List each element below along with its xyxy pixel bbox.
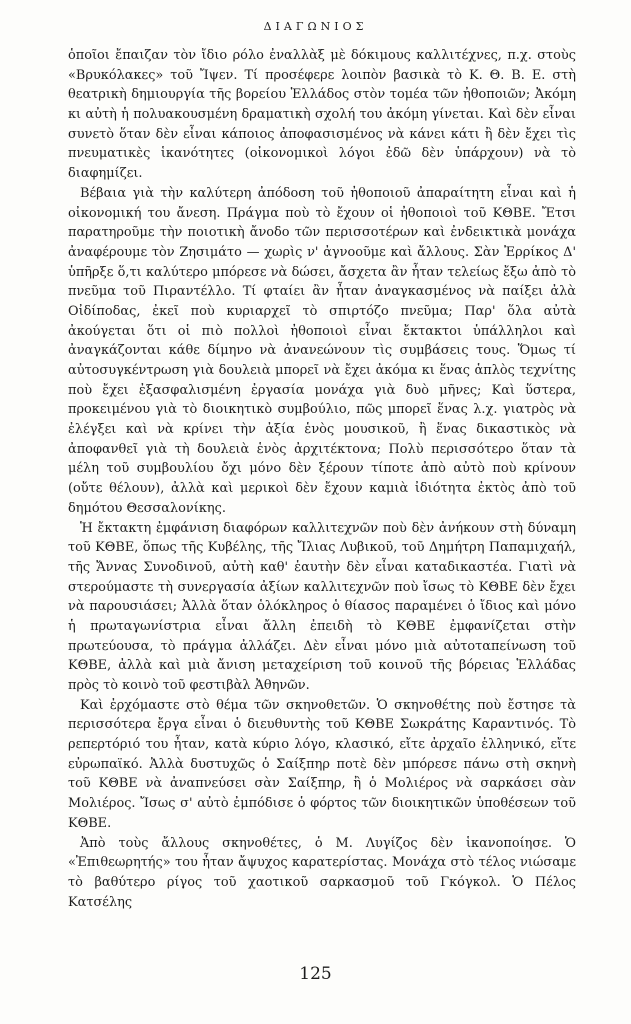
body-text <box>68 46 576 912</box>
paragraph: ὁποῖοι ἔπαιζαν τὸν ἴδιο ρόλο ἐναλλὰξ μὲ δόκιμους καλλιτέχνες, π.χ. στοὺς «Βρυκόλακες» τοῦ Ἴψεν. Τί προσέφερε λοιπὸν βασικὰ τὸ Κ. Θ. Β. Ε. στὴ θεατρικὴ δημιουργία τῆς βορείου Ἑλλάδος στὸν τομέα τῶν ἠθοποιῶν; Ἀκόμη κι αὐτὴ ἡ πολυακουσμένη δραματικὴ σχολή του ἀκόμη γίνεται. Καὶ δὲν εἶναι συνετὸ ὅταν δὲν εἶναι κάποιος ἀποφασισμένος νὰ κάνει κάτι ἢ δὲν ἔχει τὶς πνευματικὲς ἱκανότητες (οἰκονομικοὶ λόγοι ἐδῶ δὲν ὑπάρχουν) νὰ τὸ διαφημίζει. <box>68 48 576 182</box>
paragraph: Ἀπὸ τοὺς ἄλλους σκηνοθέτες, ὁ Μ. Λυγίζος δὲν ἱκανοποίησε. Ὁ «Ἐπιθεωρητής» του ἦταν ἄψυχος καρατερίστας. Μονάχα στὸ τέλος νιώσαμε τὸ βαθύτερο ρίγος τοῦ χαοτικοῦ σαρκασμοῦ τοῦ Γκόγκολ. Ὁ Πέλος Κατσέλης <box>68 835 576 910</box>
paragraph: Βέβαια γιὰ τὴν καλύτερη ἀπόδοση τοῦ ἠθοποιοῦ ἀπαραίτητη εἶναι καὶ ἡ οἰκονομική του ἄνεση. Πράγμα ποὺ τὸ ἔχουν οἱ ἠθοποιοὶ τοῦ ΚΘΒΕ. Ἔτσι παρατηροῦμε τὴν ποιοτικὴ ἄνοδο τῶν περισσοτέρων καὶ ἐνδεικτικὰ μονάχα ἀναφέρουμε τὸν Ζησιμάτο — χωρὶς ν' ἀγνοοῦμε καὶ ἄλλους. Σὰν Ἐρρίκος Δ' ὑπῆρξε ὅ,τι καλύτερο μπόρεσε νὰ δώσει, ἄσχετα ἂν ἦταν τελείως ἔξω ἀπὸ τὸ πνεῦμα τοῦ Πιραντέλλο. Τί φταίει ἂν ἦταν ἀναγκασμένος νὰ παίξει ἀλὰ Οἰδίποδας, ἐκεῖ ποὺ κυριαρχεῖ τὸ σπιρτόζο πνεῦμα; Παρ' ὅλα αὐτὰ ἀκούγεται ὅτι οἱ πιὸ πολλοὶ ἠθοποιοὶ εἶναι ἔκτακτοι ὑπάλληλοι καὶ ἀναγκάζονται κάθε δίμηνο νὰ ἀνανεώνουν τὶς συμβάσεις τους. Ὅμως τί αὐτοσυγκέντρωση γιὰ δουλειὰ μπορεῖ νὰ ἔχει ἀκόμα κι ἕνας ἁπλὸς τεχνίτης ποὺ ἔχει ἐξασφαλισμένη ἐργασία μονάχα γιὰ δυὸ μῆνες; Καὶ ὕστερα, προκειμένου γιὰ τὸ διοικητικὸ συμβούλιο, πῶς μπορεῖ ἕνας λ.χ. γιατρὸς νὰ ἐλέγξει καὶ νὰ κρίνει τὴν ἀξία ἑνὸς μουσικοῦ, ἢ ἕνας δικαστικὸς νὰ ἀποφανθεῖ γιὰ τὴ δουλειὰ ἑνὸς ἀρχιτέκτονα; Πολὺ περισσότερο ὅταν τὰ μέλη τοῦ συμβουλίου ὄχι μόνο δὲν ξέρουν τίποτε ἀπὸ αὐτὸ ποὺ κρίνουν (οὔτε θέλουν), ἀλλὰ καὶ μερικοὶ δὲν ἔχουν καμιὰ ἰδιότητα ἐκτὸς ἀπὸ τοῦ δημότου Θεσσαλονίκης. <box>68 185 576 516</box>
page-number: 125 <box>299 964 332 984</box>
running-header: ΔΙΑΓΩΝΙΟΣ <box>263 20 368 33</box>
paragraph: Ἡ ἔκτακτη ἐμφάνιση διαφόρων καλλιτεχνῶν ποὺ δὲν ἀνήκουν στὴ δύναμη τοῦ ΚΘΒΕ, ὅπως τῆς Κυβέλης, τῆς Ἴλιας Λυβικοῦ, τοῦ Δημήτρη Παπαμιχαήλ, τῆς Ἄννας Συνοδινοῦ, αὐτὴ καθ' ἑαυτὴν δὲν εἶναι καταδικαστέα. Γιατὶ νὰ στερούμαστε τὴ συνεργασία ἀξίων καλλιτεχνῶν ποὺ ἴσως τὸ ΚΘΒΕ δὲν ἔχει νὰ παρουσιάσει; Ἀλλὰ ὅταν ὁλόκληρος ὁ θίασος παραμένει ὁ ἴδιος καὶ μόνο ἡ πρωταγωνίστρια εἶναι ἄλλη ἐπειδὴ τὸ ΚΘΒΕ ἐμφανίζεται στὴν πρωτεύουσα, τὸ πράγμα ἀλλάζει. Δὲν εἶναι μόνο μιὰ αὐτοταπείνωση τοῦ ΚΘΒΕ, ἀλλὰ καὶ μιὰ ἄνιση μεταχείριση τοῦ κοινοῦ τῆς βόρειας Ἑλλάδας πρὸς τὸ κοινὸ τοῦ φεστιβὰλ Ἀθηνῶν. <box>68 520 576 693</box>
paragraph: Καὶ ἐρχόμαστε στὸ θέμα τῶν σκηνοθετῶν. Ὁ σκηνοθέτης ποὺ ἔστησε τὰ περισσότερα ἔργα εἶναι ὁ διευθυντὴς τοῦ ΚΘΒΕ Σωκράτης Καραντινός. Τὸ ρεπερτόριό του ἦταν, κατὰ κύριο λόγο, κλασικό, εἴτε ἀρχαῖο ἑλληνικό, εἴτε εὐρωπαϊκό. Ἀλλὰ δυστυχῶς ὁ Σαίξπηρ ποτὲ δὲν μπόρεσε πάνω στὴ σκηνὴ τοῦ ΚΘΒΕ νὰ ἀναπνεύσει σὰν Σαίξπηρ, ἢ ὁ Μολιέρος νὰ σαρκάσει σὰν Μολιέρος. Ἴσως σ' αὐτὸ ἐμπόδισε ὁ φόρτος τῶν διοικητικῶν ὑποθέσεων τοῦ ΚΘΒΕ. <box>68 697 576 831</box>
